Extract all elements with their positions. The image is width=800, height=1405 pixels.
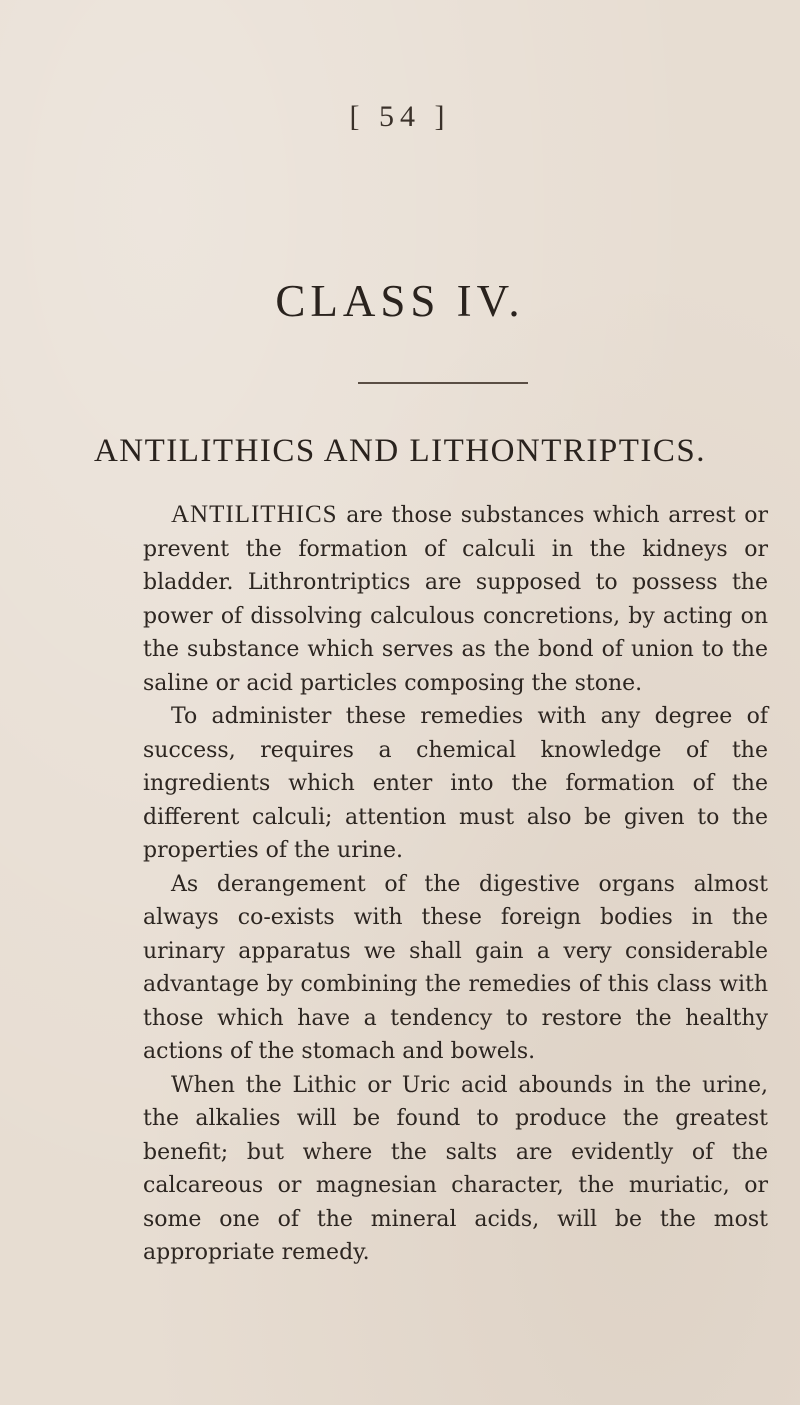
paragraph-1-text: are those substances which arrest or prevent the formation of calculi in the kidneys or bladder. Lithrontriptics are supposed to possess the power of dissolving calculous concretions, by acting on the substance which serves as the bond of union to the saline or acid particles composing the stone. (143, 503, 768, 696)
body-text (143, 498, 768, 1270)
heading-divider (358, 382, 528, 384)
paragraph-3: As derangement of the digestive organs almost always co-exists with these foreign bodies in the urinary apparatus we shall gain a very considerable advantage by combining the remedies of this class with those which have a tendency to restore the healthy actions of the stomach and bowels. (143, 871, 768, 1064)
class-heading: CLASS IV. (275, 276, 525, 326)
paragraph-lead: ANTILITHICS (171, 501, 338, 528)
section-title: ANTILITHICS AND LITHONTRIPTICS. (93, 433, 707, 469)
paragraph-4: When the Lithic or Uric acid abounds in the urine, the alkalies will be found to produce the greatest benefit; but where the salts are evidently of the calcareous or magnesian character, the muriatic, or some one of the mineral acids, will be the most appropriate remedy. (143, 1072, 768, 1265)
page-number: [ 54 ] (349, 100, 451, 133)
paragraph-1 (143, 498, 768, 700)
paragraph-2: To administer these remedies with any degree of success, requires a chemical knowledge of the ingredients which enter into the formation of the different calculi; attention must also be given to the properties of the urine. (143, 704, 768, 863)
